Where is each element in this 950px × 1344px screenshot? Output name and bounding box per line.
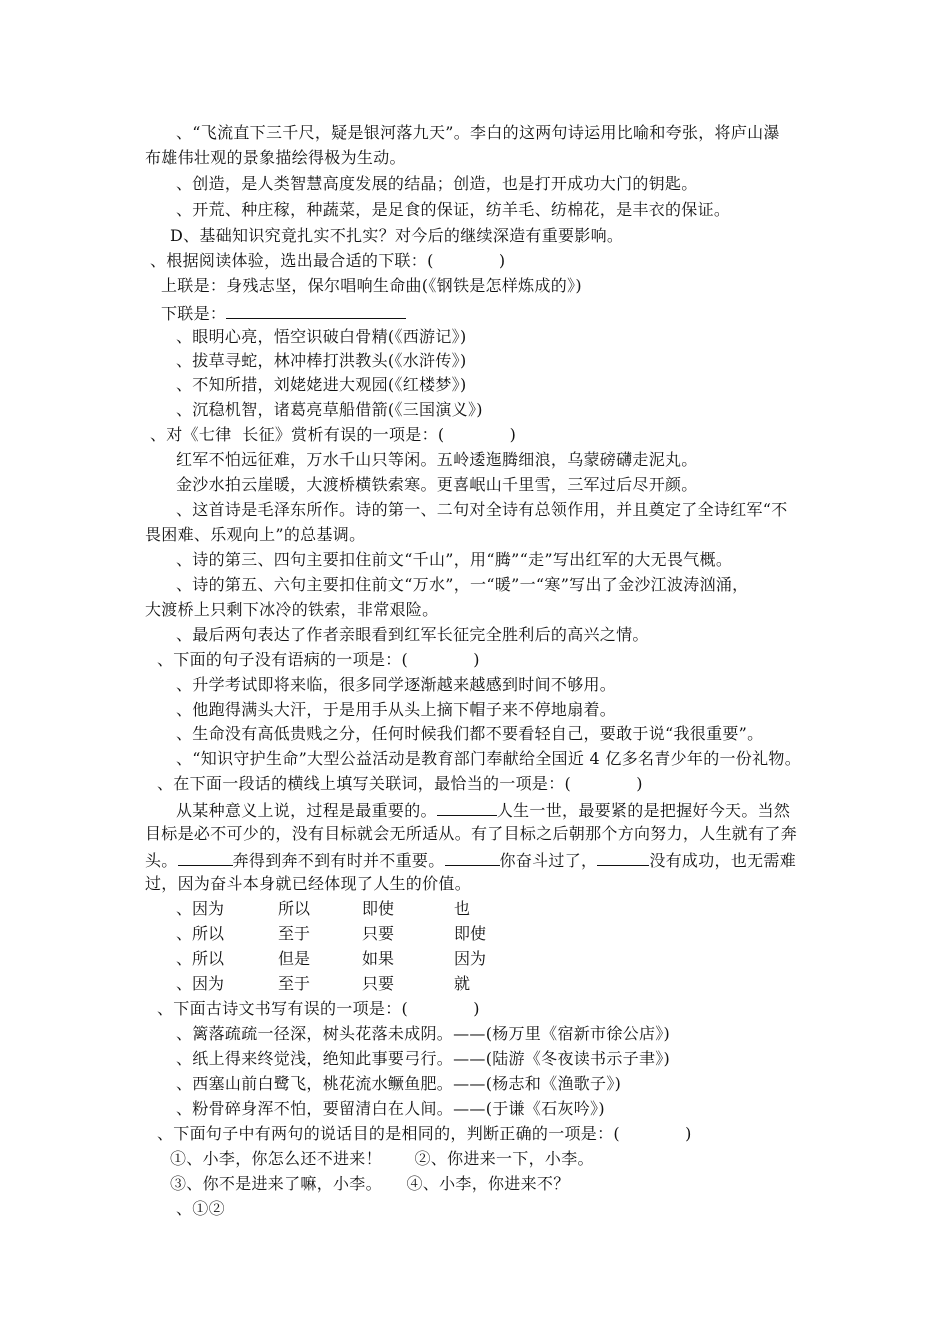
text-line: 、开荒、种庄稼，种蔬菜，是足食的保证，纺羊毛、纺棉花，是丰衣的保证。 (176, 200, 731, 219)
option-cell: 如果 (362, 949, 395, 968)
passage-line: 过，因为奋斗本身就已经体现了人生的价值。 (145, 874, 472, 893)
question-stem: 、根据阅读体验，选出最合适的下联：( ) (150, 251, 506, 270)
option-line: 、他跑得满头大汗，于是用手从头上摘下帽子来不停地扇着。 (176, 700, 617, 719)
text-line: 大渡桥上只剩下冰冷的铁索，非常艰险。 (145, 600, 439, 619)
option-line: 、纸上得来终觉浅，绝知此事要弓行。——(陆游《冬夜读书示子聿》) (176, 1049, 671, 1068)
question-stem: 、下面句子中有两句的说话目的是相同的，判断正确的一项是：( ) (157, 1124, 692, 1143)
text-line: 、诗的第三、四句主要扣住前文“千山”，用“腾”“走”写出红军的大无畏气概。 (176, 550, 733, 569)
option-line: 、升学考试即将来临，很多同学逐渐越来越感到时间不够用。 (176, 675, 617, 694)
option-line: 、粉骨碎身浑不怕，要留清白在人间。——(于谦《石灰吟》) (176, 1099, 605, 1118)
option-line: 、不知所措，刘姥姥进大观园(《红楼梦》) (176, 375, 467, 394)
option-cell: 只要 (362, 924, 395, 943)
option-cell: 就 (454, 974, 471, 993)
text-line: 、“飞流直下三千尺，疑是银河落九天”。李白的这两句诗运用比喻和夸张，将庐山瀑 (176, 123, 780, 142)
passage-line: 目标是必不可少的，没有目标就会无所适从。有了目标之后朝那个方向努力，人生就有了奔 (145, 824, 798, 843)
passage-line: 头。 奔得到奔不到有时并不重要。 你奋斗过了， 没有成功，也无需难 (145, 851, 797, 870)
text-line: 、创造，是人类智慧高度发展的结晶；创造，也是打开成功大门的钥匙。 (176, 174, 698, 193)
sentence-line: ①、小李，你怎么还不进来！ ②、你进来一下，小李。 (170, 1149, 594, 1168)
option-line: 、生命没有高低贵贱之分，任何时候我们都不要看轻自己，要敢于说“我很重要”。 (176, 724, 764, 743)
option-cell: 、因为 (176, 899, 225, 918)
text-line: 畏困难、乐观向上”的总基调。 (145, 525, 366, 544)
option-cell: 所以 (278, 899, 311, 918)
text-line: 、诗的第五、六句主要扣住前文“万水”，一“暖”一“寒”写出了金沙江波涛汹涌， (176, 575, 749, 594)
option-cell: 因为 (454, 949, 487, 968)
text-line: D、基础知识究竟扎实不扎实？对今后的继续深造有重要影响。 (170, 226, 624, 245)
poem-line: 金沙水拍云崖暖，大渡桥横铁索寒。更喜岷山千里雪，三军过后尽开颜。 (176, 475, 698, 494)
poem-line: 红军不怕远征难，万水千山只等闲。五岭逶迤腾细浪，乌蒙磅礴走泥丸。 (176, 450, 698, 469)
option-line: 、眼明心亮，悟空识破白骨精(《西游记》) (176, 327, 467, 346)
answer-blank (445, 849, 500, 866)
option-line: 、拔草寻蛇，林冲棒打洪教头(《水浒传》) (176, 351, 467, 370)
question-stem: 、下面古诗文书写有误的一项是：( ) (157, 999, 480, 1018)
option-cell: 至于 (278, 924, 311, 943)
text-line: 布雄伟壮观的景象描绘得极为生动。 (145, 148, 406, 167)
option-cell: 但是 (278, 949, 311, 968)
option-line: 、①② (176, 1199, 225, 1218)
option-cell: 即使 (362, 899, 395, 918)
text-line: 、这首诗是毛泽东所作。诗的第一、二句对全诗有总领作用，并且奠定了全诗红军“不 (176, 500, 788, 519)
option-cell: 只要 (362, 974, 395, 993)
option-cell: 、所以 (176, 924, 225, 943)
answer-blank (226, 302, 406, 319)
text-line: 下联是： (161, 302, 406, 324)
answer-blank (597, 849, 649, 866)
option-cell: 、因为 (176, 974, 225, 993)
option-line: 、西塞山前白鹭飞，桃花流水鳜鱼肥。——(杨志和《渔歌子》) (176, 1074, 622, 1093)
passage-line: 从某种意义上说，过程是最重要的。 人生一世，最要紧的是把握好今天。当然 (176, 801, 791, 820)
option-cell: 也 (454, 899, 471, 918)
text-line: 上联是：身残志坚，保尔唱响生命曲(《钢铁是怎样炼成的》) (161, 276, 582, 295)
option-cell: 至于 (278, 974, 311, 993)
question-stem: 、下面的句子没有语病的一项是：( ) (157, 650, 480, 669)
question-stem: 、对《七律 长征》赏析有误的一项是：( ) (150, 425, 517, 444)
option-cell: 、所以 (176, 949, 225, 968)
option-cell: 即使 (454, 924, 487, 943)
question-stem: 、在下面一段话的横线上填写关联词，最恰当的一项是：( ) (157, 774, 643, 793)
text-line: 、最后两句表达了作者亲眼看到红军长征完全胜利后的高兴之情。 (176, 625, 649, 644)
sentence-line: ③、你不是进来了嘛，小李。 ④、小李，你进来不？ (170, 1174, 570, 1193)
option-line: 、沉稳机智，诸葛亮草船借箭(《三国演义》) (176, 400, 483, 419)
answer-blank (178, 849, 233, 866)
answer-blank (437, 799, 497, 816)
option-line: 、篱落疏疏一径深，树头花落未成阴。——(杨万里《宿新市徐公店》) (176, 1024, 671, 1043)
option-line: 、“知识守护生命”大型公益活动是教育部门奉献给全国近 4 亿多名青少年的一份礼物。 (176, 749, 802, 768)
